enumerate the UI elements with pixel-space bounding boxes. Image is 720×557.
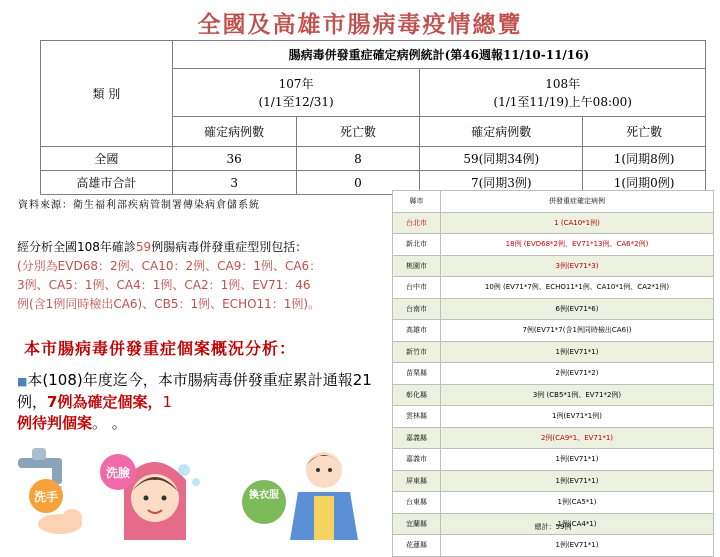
row-confirmed-107: 3 — [172, 171, 296, 195]
label-change-clothes: 換衣服 — [249, 490, 279, 501]
row-deaths-107: 0 — [296, 171, 420, 195]
period-108-range: (1/1至11/19)上午08:00) — [493, 94, 632, 109]
county-name: 苗栗縣 — [393, 363, 441, 385]
county-name: 新竹市 — [393, 341, 441, 363]
analysis-line-1 — [17, 238, 362, 257]
county-name: 台東縣 — [393, 492, 441, 514]
table-row — [393, 427, 714, 449]
col-deaths-108: 死亡數 — [583, 117, 706, 147]
change-clothes-badge — [242, 480, 286, 524]
county-value: 1例(EV71*1) — [441, 341, 714, 363]
category-header: 類 別 — [41, 41, 173, 147]
table-row — [393, 363, 714, 385]
hygiene-illustration-svg — [14, 440, 374, 540]
county-value: 1例(EV71*1) — [441, 449, 714, 471]
analysis-line-3: 3例、CA5：1例、CA4：1例、CA2：1例、EV71：46 — [17, 278, 311, 292]
row-name: 高雄市合計 — [41, 171, 173, 195]
table-row — [393, 298, 714, 320]
section-subtitle: 本市腸病毒併發重症個案概況分析： — [24, 339, 297, 358]
county-value: 1例(EV71*1例) — [441, 406, 714, 428]
period-108-label: 108年 — [545, 76, 581, 91]
table-row — [393, 320, 714, 342]
county-value: 1例(CA5*1) — [441, 492, 714, 514]
county-table — [392, 190, 714, 557]
analysis-line-4: 例(含1例同時檢出CA6)、CB5：1例、ECHO11：1例)。 — [17, 297, 321, 311]
period-107-label: 107年 — [278, 76, 314, 91]
county-value: 3例 (CB5*1例、EV71*2例) — [441, 384, 714, 406]
county-name: 彰化縣 — [393, 384, 441, 406]
county-value: 1例(EV71*1) — [441, 535, 714, 557]
analysis-count: 59 — [135, 240, 152, 254]
statement-confirmed: 7例為確定個案， — [47, 393, 163, 411]
table-row — [393, 449, 714, 471]
county-name: 雲林縣 — [393, 406, 441, 428]
period-107-range: (1/1至12/31) — [258, 94, 334, 109]
row-confirmed-108: 59(同期34例) — [420, 147, 583, 171]
statement-text — [17, 370, 377, 434]
county-total: 總計：59例 — [534, 523, 572, 531]
period-108 — [420, 69, 706, 117]
hygiene-illustration — [14, 440, 374, 540]
analysis-line-1-post: 例腸病毒併發重症型別包括： — [151, 240, 308, 254]
county-value: 10例 (EV71*7例、ECHO11*1例、CA10*1例、CA2*1例) — [441, 277, 714, 299]
period-107 — [172, 69, 420, 117]
wash-hands-badge — [29, 479, 63, 513]
col-deaths-107: 死亡數 — [296, 117, 420, 147]
table-caption: 腸病毒併發重症確定病例統計(第46週報11/10-11/16) — [172, 41, 705, 69]
statement-part-3: 。 。 — [92, 414, 127, 432]
county-value: 1例(CA4*1) — [441, 513, 714, 535]
county-name: 嘉義縣 — [393, 427, 441, 449]
county-name: 台中市 — [393, 277, 441, 299]
table-row — [393, 212, 714, 234]
analysis-line-2: (分別為EVD68：2例、CA10：2例、CA9：1例、CA6： — [17, 259, 322, 273]
county-name: 屏東縣 — [393, 470, 441, 492]
county-value: 18例 (EVD68*2例、EV71*13例、CA6*2例) — [441, 234, 714, 256]
analysis-line-1-pre: 經分析全國108年確診 — [17, 240, 136, 254]
statement-pending: 例待判個案 — [17, 414, 93, 432]
table-row — [41, 147, 706, 171]
county-name: 新北市 — [393, 234, 441, 256]
table-row — [393, 470, 714, 492]
county-name: 台南市 — [393, 298, 441, 320]
child-dressing-icon — [290, 452, 358, 540]
table-row — [393, 341, 714, 363]
table-row — [393, 277, 714, 299]
page-title: 全國及高雄市腸病毒疫情總覽 — [197, 11, 523, 38]
row-deaths-107: 8 — [296, 147, 420, 171]
row-confirmed-107: 36 — [172, 147, 296, 171]
county-value: 3例(EV71*3) — [441, 255, 714, 277]
table-row — [393, 492, 714, 514]
data-source: 資料來源：衛生福利部疾病管制署傳染病倉儲系統 — [18, 200, 260, 211]
statement-part-2: 症累計通報21例， — [17, 371, 372, 411]
table-row — [393, 255, 714, 277]
county-name: 台北市 — [393, 212, 441, 234]
row-deaths-108: 1(同期8例) — [583, 147, 706, 171]
county-table-header — [393, 191, 714, 213]
county-name: 花蓮縣 — [393, 535, 441, 557]
county-name: 桃園市 — [393, 255, 441, 277]
table-row — [393, 384, 714, 406]
label-wash-hands: 洗手 — [33, 490, 59, 504]
county-name: 嘉義市 — [393, 449, 441, 471]
county-value: 1例(EV71*1) — [441, 470, 714, 492]
summary-table — [40, 40, 706, 195]
analysis-text — [17, 238, 362, 314]
col-confirmed-107: 確定病例數 — [172, 117, 296, 147]
county-value: 6例(EV71*6) — [441, 298, 714, 320]
county-header-value: 併發重症確定病例 — [441, 191, 714, 213]
bullet-icon: ■ — [17, 375, 28, 388]
county-value: 2例(EV71*2) — [441, 363, 714, 385]
county-header-name: 縣市 — [393, 191, 441, 213]
statement-pending-count: 1 — [162, 393, 173, 411]
row-deaths-108: 1(同期0例) — [583, 171, 706, 195]
row-name: 全國 — [41, 147, 173, 171]
county-value: 2例(CA9*1、EV71*1) — [441, 427, 714, 449]
county-value: 7例(EV71*7(含1例同時檢出CA6)) — [441, 320, 714, 342]
table-row — [393, 535, 714, 557]
table-row — [393, 406, 714, 428]
label-wash-face: 洗臉 — [105, 466, 131, 480]
county-name: 宜蘭縣 — [393, 513, 441, 535]
col-confirmed-108: 確定病例數 — [420, 117, 583, 147]
wash-face-badge — [100, 454, 136, 490]
county-value: 1 (CA10*1例) — [441, 212, 714, 234]
county-name: 高雄市 — [393, 320, 441, 342]
statement-part-1: 本(108)年度迄今，本市腸病毒併發重 — [27, 371, 278, 389]
table-row — [393, 234, 714, 256]
row-confirmed-108: 7(同期3例) — [420, 171, 583, 195]
